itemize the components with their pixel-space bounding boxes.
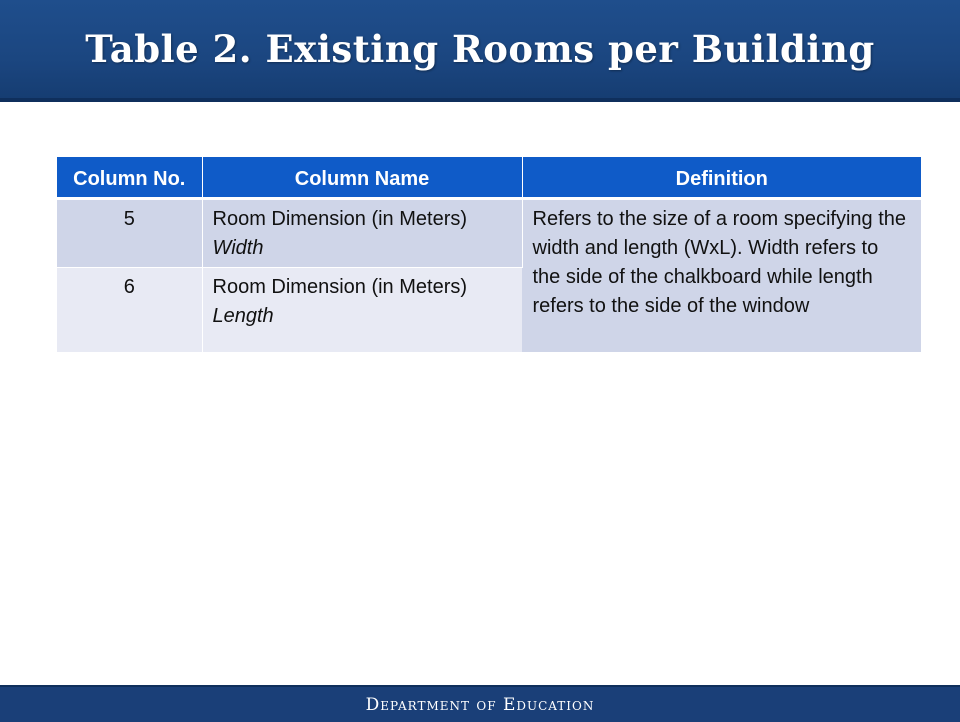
title-bar [0,0,960,102]
table-header-row [57,157,921,199]
footer-bar [0,685,960,722]
footer-department: Department of Education [365,694,595,715]
header-column-name: Column Name [202,157,522,199]
header-definition: Definition [522,157,921,199]
cell-column-no: 6 [57,268,202,353]
slide-title: Table 2. Existing Rooms per Building [85,27,875,71]
header-column-no: Column No. [57,157,202,199]
rooms-table-container [57,157,921,353]
column-name-text: Room Dimension (in Meters) [212,208,468,230]
column-name-text: Room Dimension (in Meters) [212,276,468,298]
column-name-emphasis: Length [212,305,274,327]
cell-column-name [202,199,522,268]
cell-definition: Refers to the size of a room specifying the width and length (WxL). Width refers to the side of the chalkboard while length refers to the side of the window [522,199,921,353]
rooms-table [57,157,921,353]
column-name-emphasis: Width [212,237,264,259]
cell-column-name [202,268,522,353]
table-row [57,199,921,268]
cell-column-no: 5 [57,199,202,268]
